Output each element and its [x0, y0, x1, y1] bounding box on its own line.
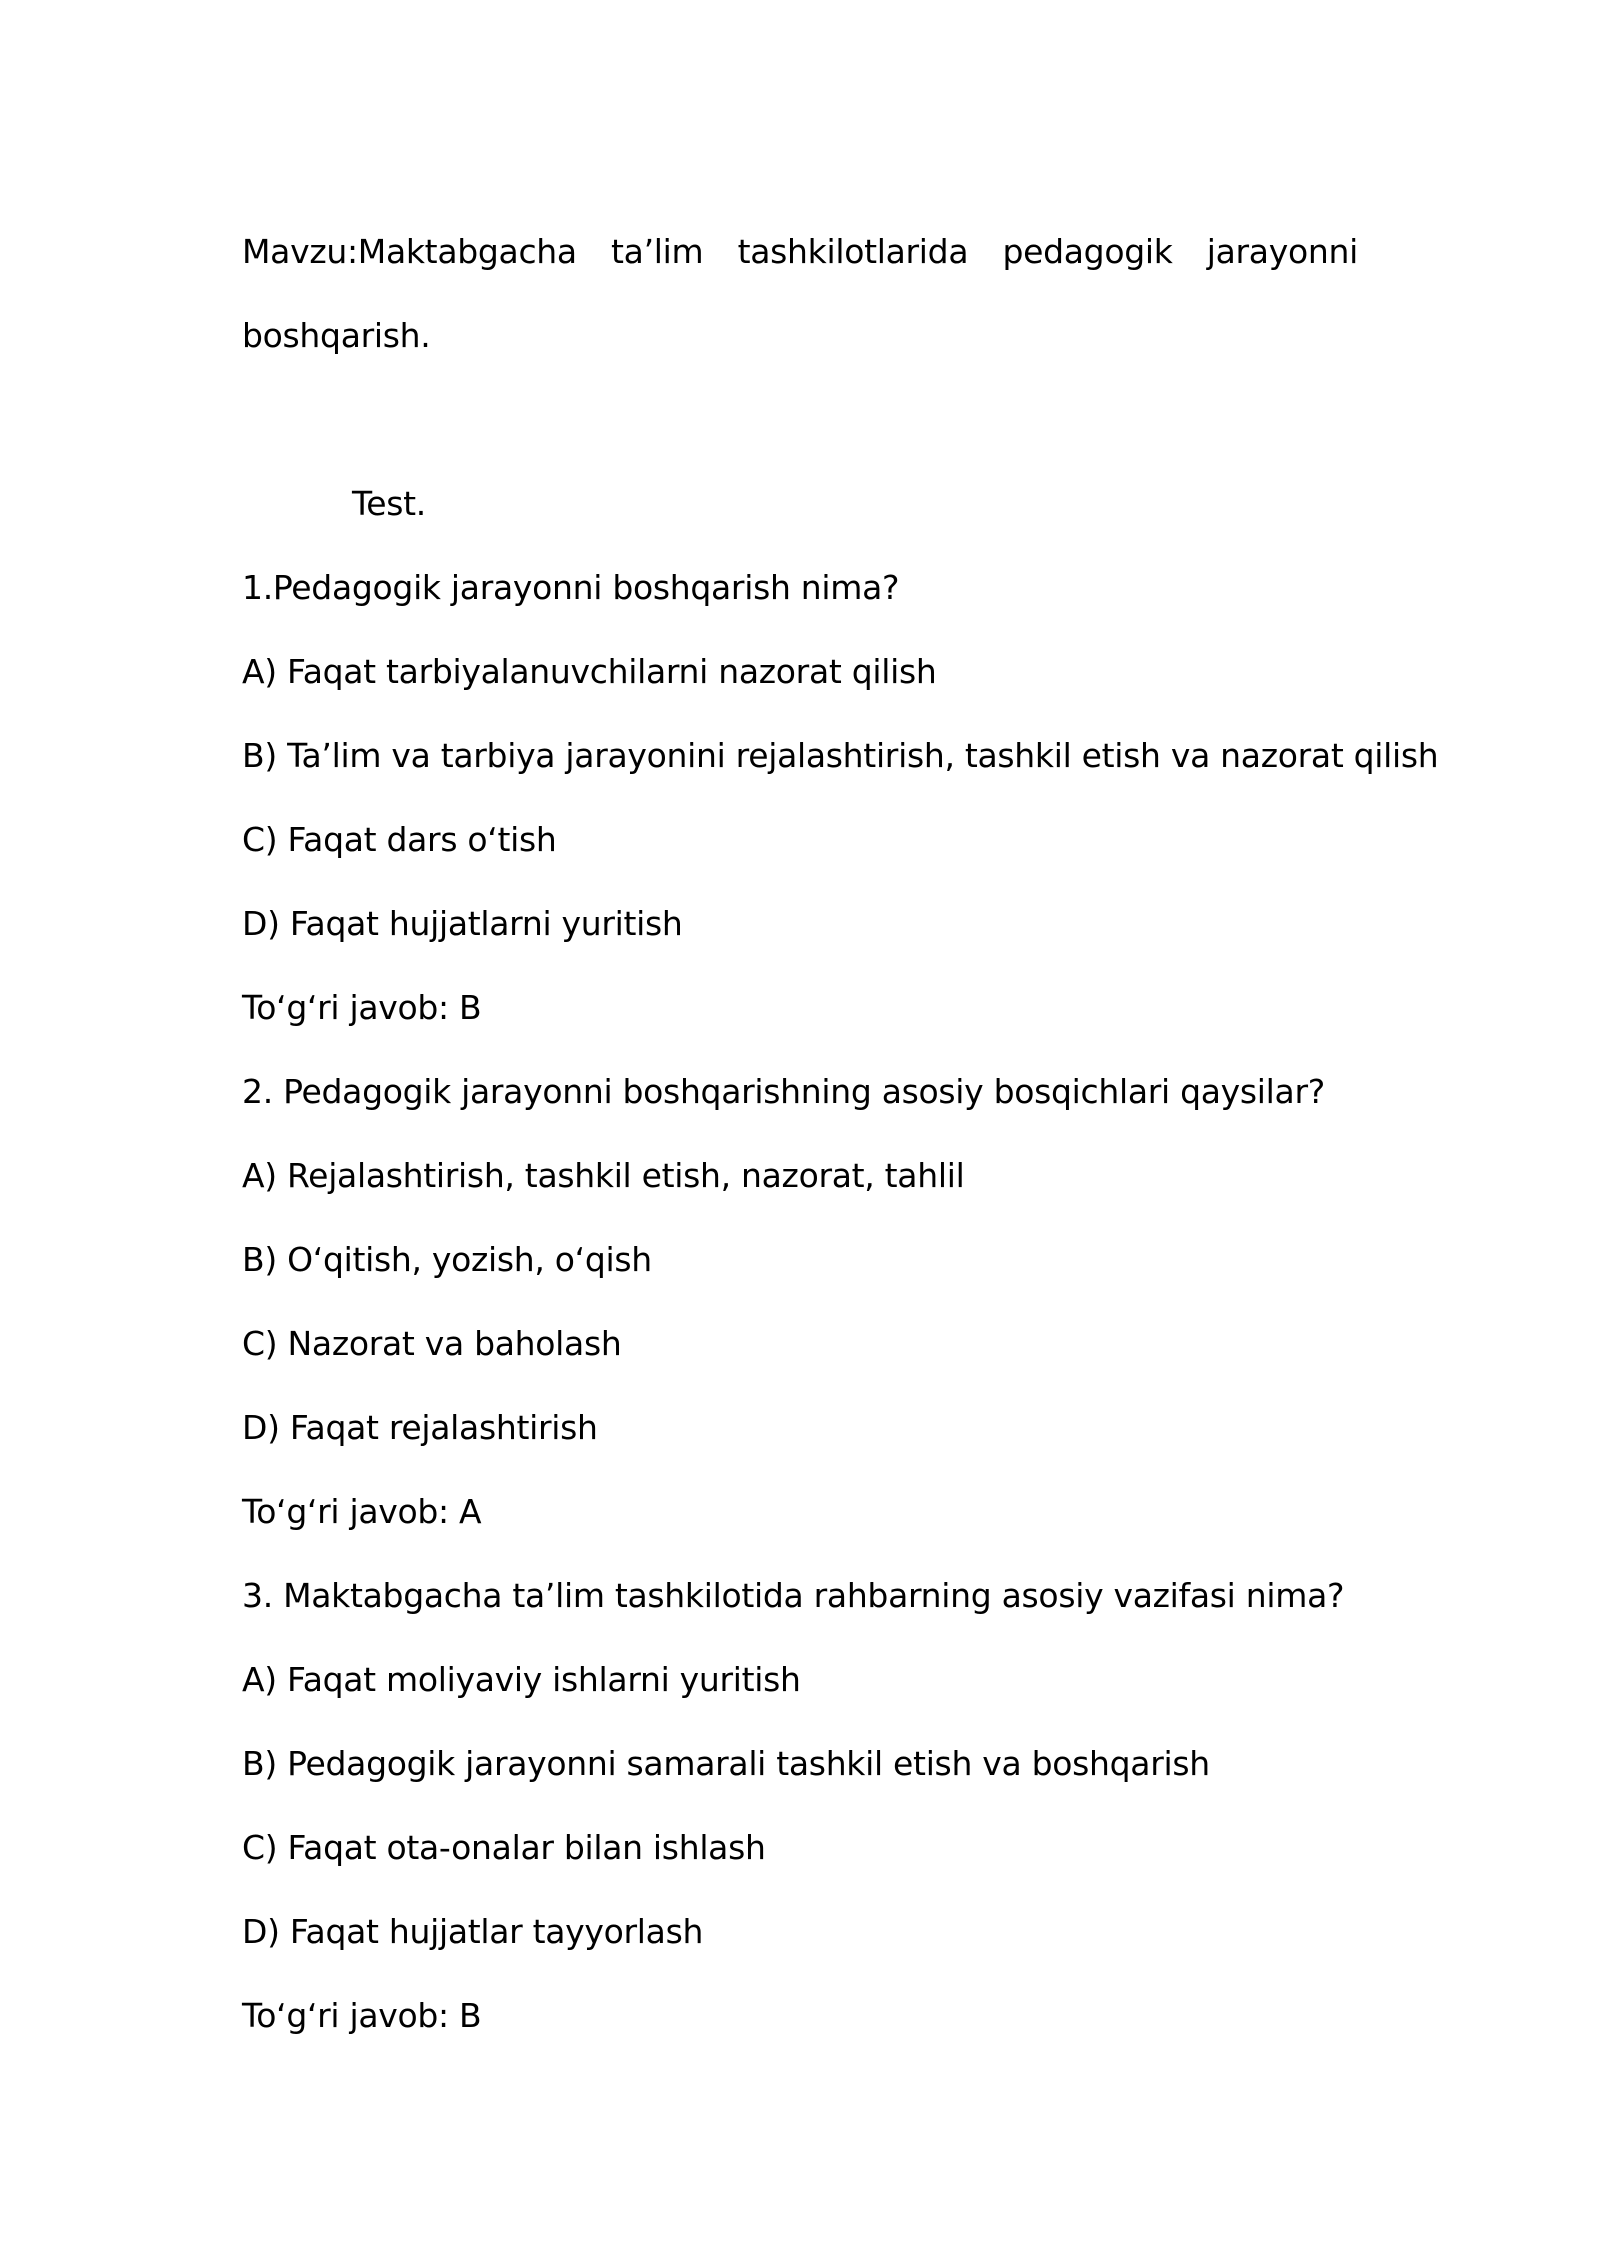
- question-3-answer: To‘g‘ri javob: B: [242, 1996, 482, 2035]
- question-3-option-a: A) Faqat moliyaviy ishlarni yuritish: [242, 1660, 801, 1699]
- question-1-option-a: A) Faqat tarbiyalanuvchilarni nazorat qilish: [242, 652, 937, 691]
- topic-title-continuation: boshqarish.: [242, 316, 431, 355]
- title-word: jarayonni: [1206, 232, 1358, 271]
- question-3-option-c: C) Faqat ota-onalar bilan ishlash: [242, 1828, 766, 1867]
- question-2-option-b: B) O‘qitish, yozish, o‘qish: [242, 1240, 652, 1279]
- question-3-option-d: D) Faqat hujjatlar tayyorlash: [242, 1912, 704, 1951]
- question-2-answer: To‘g‘ri javob: A: [242, 1492, 482, 1531]
- question-1-option-d: D) Faqat hujjatlarni yuritish: [242, 904, 683, 943]
- title-word: ta’lim: [611, 232, 704, 271]
- question-2: 2. Pedagogik jarayonni boshqarishning asosiy bosqichlari qaysilar?: [242, 1072, 1325, 1111]
- section-label: Test.: [352, 484, 426, 523]
- question-1-answer: To‘g‘ri javob: B: [242, 988, 482, 1027]
- question-3: 3. Maktabgacha ta’lim tashkilotida rahbarning asosiy vazifasi nima?: [242, 1576, 1345, 1615]
- question-1-option-b: B) Ta’lim va tarbiya jarayonini rejalashtirish, tashkil etish va nazorat qilish: [242, 736, 1439, 775]
- question-2-option-a: A) Rejalashtirish, tashkil etish, nazorat, tahlil: [242, 1156, 965, 1195]
- question-2-option-d: D) Faqat rejalashtirish: [242, 1408, 598, 1447]
- question-3-option-b: B) Pedagogik jarayonni samarali tashkil etish va boshqarish: [242, 1744, 1210, 1783]
- question-2-option-c: C) Nazorat va baholash: [242, 1324, 622, 1363]
- title-word: tashkilotlarida: [737, 232, 969, 271]
- topic-title: [242, 232, 1358, 272]
- question-1: 1.Pedagogik jarayonni boshqarish nima?: [242, 568, 900, 607]
- title-word: pedagogik: [1002, 232, 1173, 271]
- question-1-option-c: C) Faqat dars o‘tish: [242, 820, 557, 859]
- title-word: Mavzu:Maktabgacha: [242, 232, 577, 271]
